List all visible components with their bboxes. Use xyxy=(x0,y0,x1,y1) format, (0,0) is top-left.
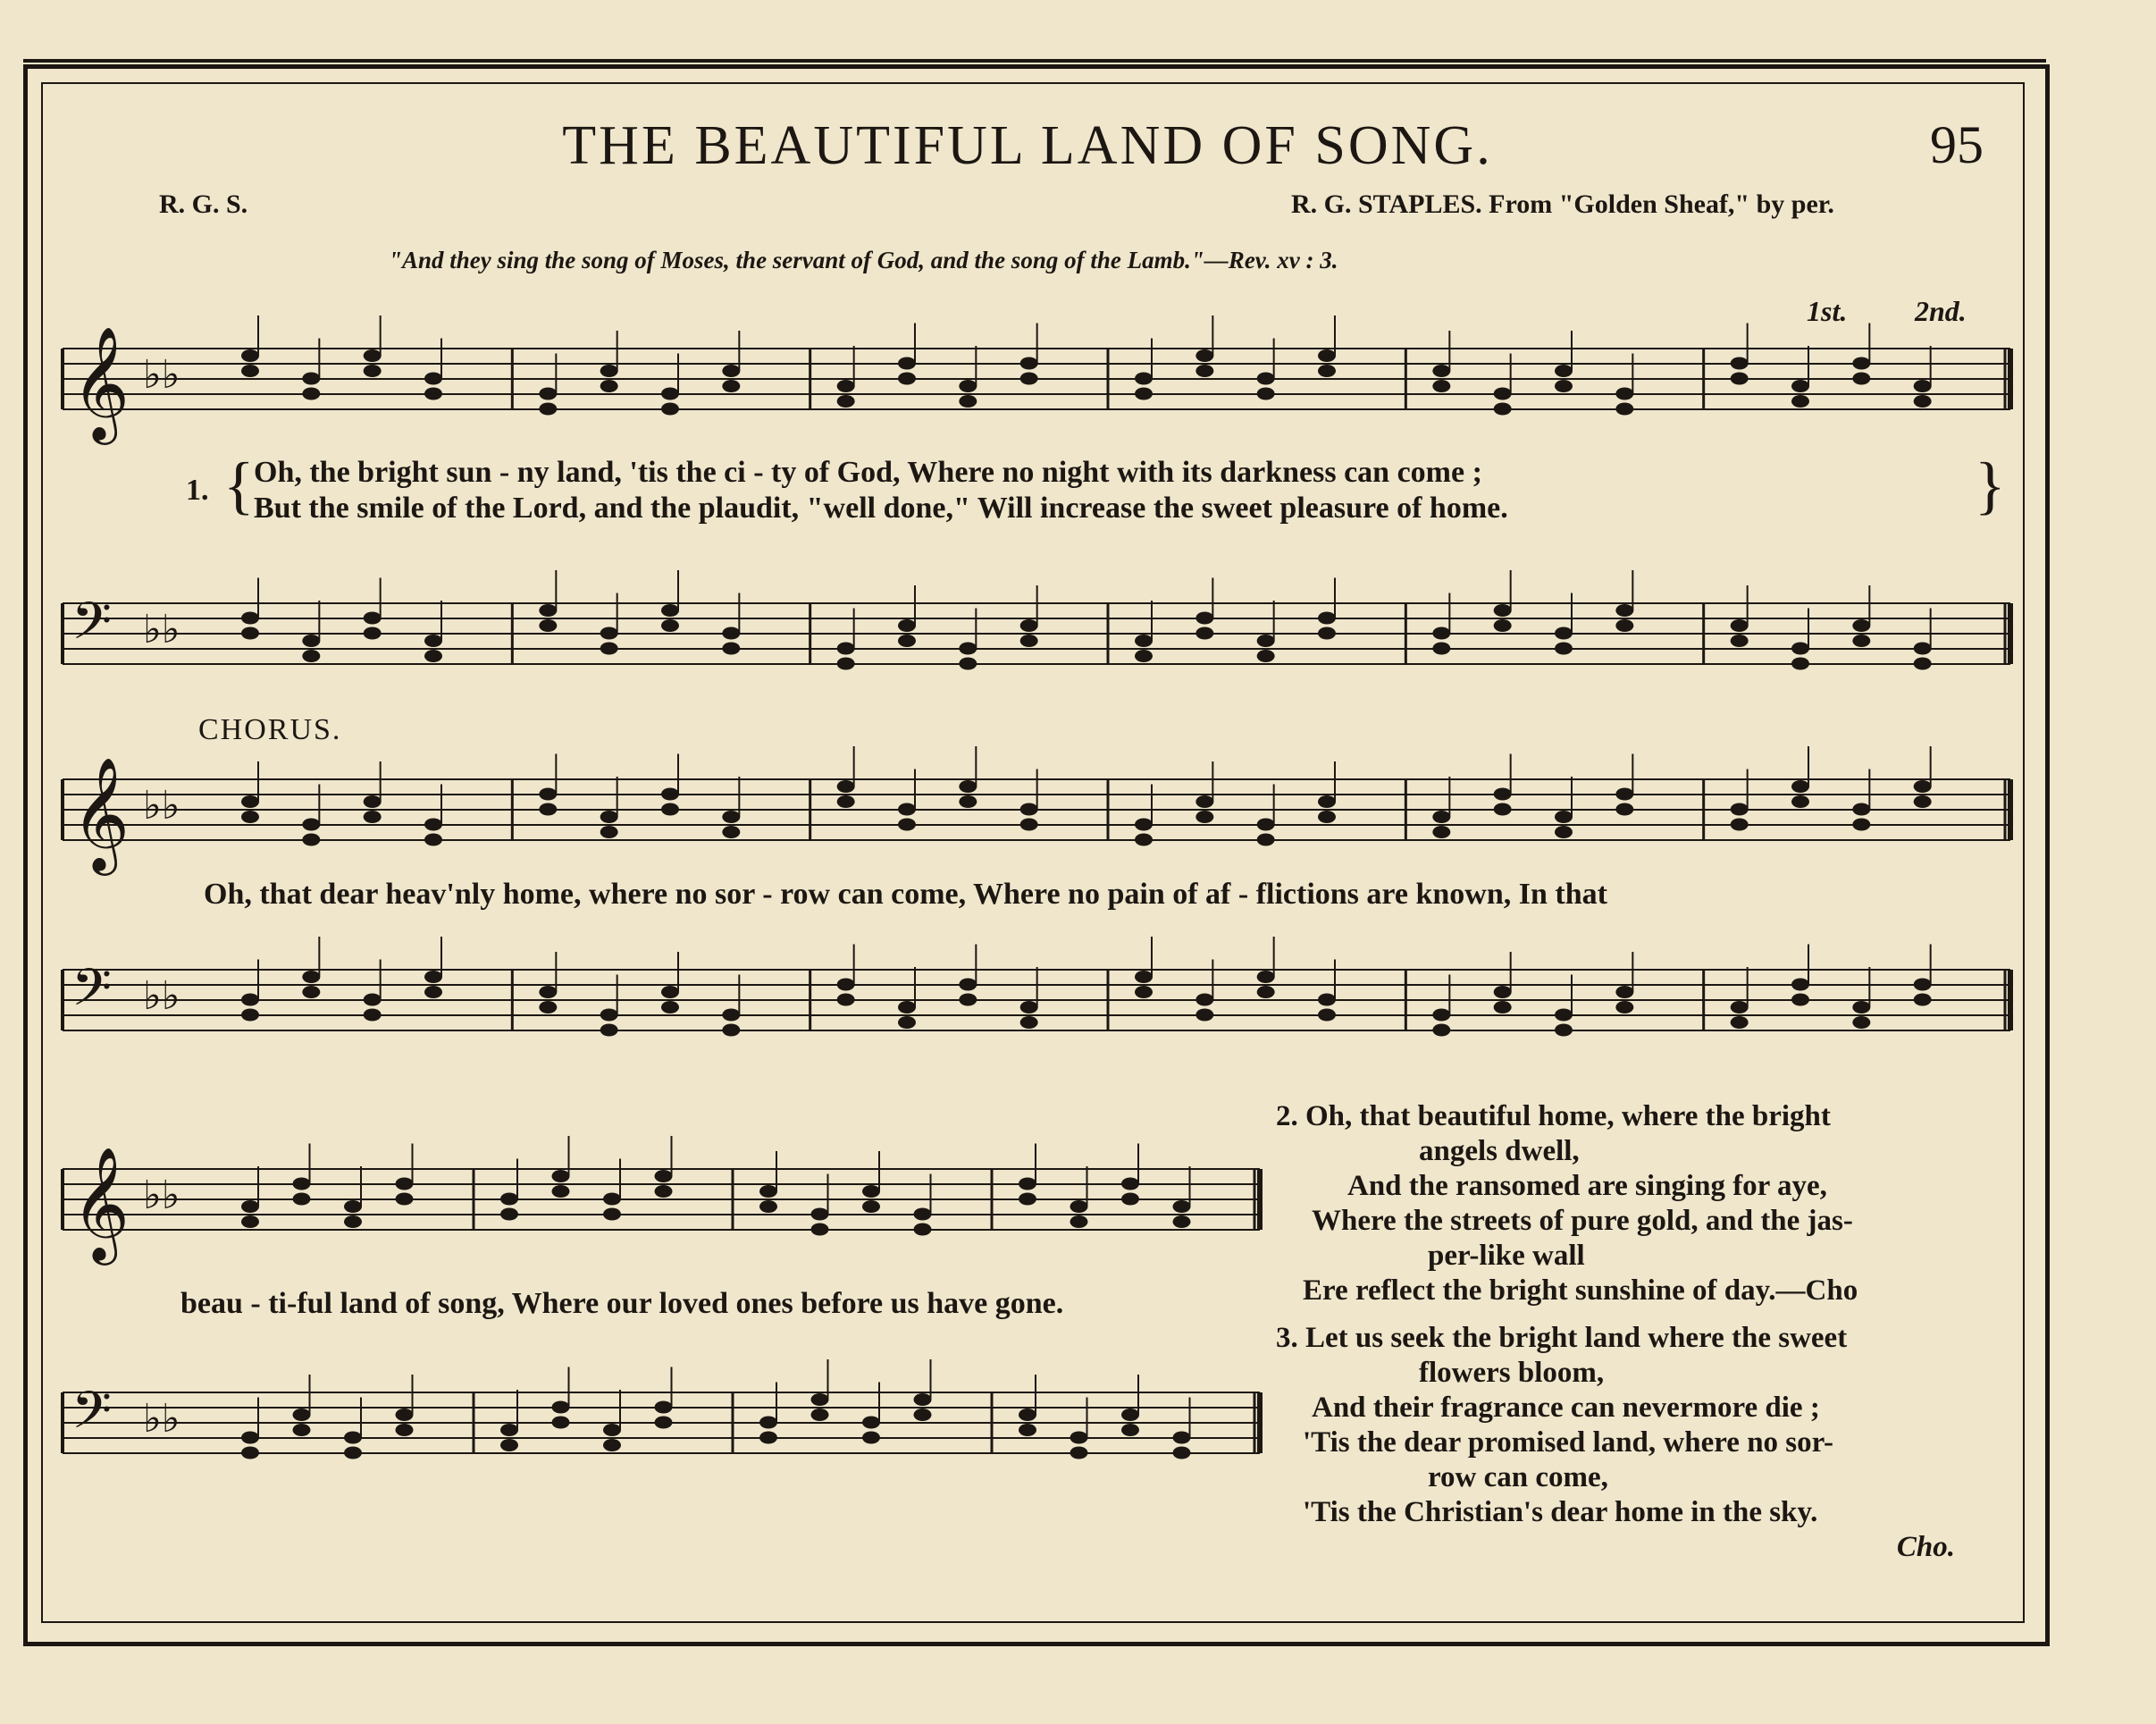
composer-credit: R. G. STAPLES. From "Golden Sheaf," by per. xyxy=(1291,189,1834,219)
system-1-bass-staff xyxy=(63,591,2010,684)
svg-text:♭♭: ♭♭ xyxy=(143,973,180,1019)
system-1-treble-staff xyxy=(63,325,2010,440)
second-ending-label: 2nd. xyxy=(1915,295,1967,327)
verse-1-lyric-line-2: But the smile of the Lord, and the plaudit, "well done," Will increase the sweet pleasure of home. xyxy=(254,492,1508,525)
verse-2-line-6: Ere reflect the bright sunshine of day.—Cho xyxy=(1303,1274,1858,1307)
svg-text:♭♭: ♭♭ xyxy=(143,783,180,828)
verse-number: 1. xyxy=(186,474,209,507)
lyric-brace-left: { xyxy=(223,450,255,521)
verse-2-line-5: per-like wall xyxy=(1428,1240,1585,1272)
verse-2-line-3: And the ransomed are singing for aye, xyxy=(1347,1170,1827,1202)
scripture-epigraph: "And they sing the song of Moses, the servant of God, and the song of the Lamb."—Rev. xv : 3. xyxy=(389,247,1338,273)
system-2-bass-staff xyxy=(63,957,2010,1050)
chorus-lyric-line-2: beau - ti-ful land of song, Where our loved ones before us have gone. xyxy=(180,1287,1064,1320)
additional-verses xyxy=(1276,1099,2009,1577)
first-ending-label: 1st. xyxy=(1807,295,1848,327)
system-3-bass-staff xyxy=(63,1380,1260,1473)
verse-3-line-4: 'Tis the dear promised land, where no sor- xyxy=(1303,1426,1834,1459)
verse-2 xyxy=(1276,1099,2009,1308)
author-initials: R. G. S. xyxy=(159,189,248,219)
verse-2-number: 2. xyxy=(1276,1100,1298,1132)
top-rule xyxy=(23,59,2046,63)
system-3-treble-staff xyxy=(63,1146,1260,1260)
verse-2-line-4: Where the streets of pure gold, and the jas- xyxy=(1312,1205,1853,1237)
verse-2-line-2: angels dwell, xyxy=(1419,1135,1580,1167)
svg-text:♭♭: ♭♭ xyxy=(143,607,180,652)
svg-text:𝄢: 𝄢 xyxy=(71,591,113,664)
page-number: 95 xyxy=(1930,115,1984,174)
svg-text:𝄞: 𝄞 xyxy=(71,325,130,440)
svg-text:𝄢: 𝄢 xyxy=(71,957,113,1030)
verse-3-line-3: And their fragrance can nevermore die ; xyxy=(1312,1392,1820,1424)
verse-3-line-1: Let us seek the bright land where the sweet xyxy=(1305,1322,1848,1354)
svg-text:♭♭: ♭♭ xyxy=(143,1173,180,1218)
verse-1-lyric-line-1: Oh, the bright sun - ny land, 'tis the ci - ty of God, Where no night with its darkness can come ; xyxy=(254,456,1482,489)
verse-3-line-6: 'Tis the Christian's dear home in the sky. xyxy=(1303,1496,1818,1528)
verse-3-refrain-cue: Cho. xyxy=(1896,1531,1955,1563)
chorus-lyric-line-1: Oh, that dear heav'nly home, where no sor - row can come, Where no pain of af - flictions are known, In that xyxy=(204,878,1607,911)
system-2-treble-staff xyxy=(63,756,2010,870)
svg-text:𝄢: 𝄢 xyxy=(71,1380,113,1453)
chorus-label: CHORUS. xyxy=(198,713,342,746)
svg-text:𝄞: 𝄞 xyxy=(71,1146,130,1260)
verse-2-line-1: Oh, that beautiful home, where the bright xyxy=(1305,1100,1831,1132)
svg-text:𝄞: 𝄞 xyxy=(71,756,130,870)
lyric-brace-right: } xyxy=(1975,450,2006,521)
verse-3-line-5: row can come, xyxy=(1428,1461,1608,1493)
svg-text:♭♭: ♭♭ xyxy=(143,1396,180,1442)
hymn-title: THE BEAUTIFUL LAND OF SONG. xyxy=(562,115,1493,176)
verse-3 xyxy=(1276,1321,2009,1565)
svg-text:♭♭: ♭♭ xyxy=(143,352,180,398)
verse-3-line-2: flowers bloom, xyxy=(1419,1357,1605,1389)
verse-3-number: 3. xyxy=(1276,1322,1298,1354)
